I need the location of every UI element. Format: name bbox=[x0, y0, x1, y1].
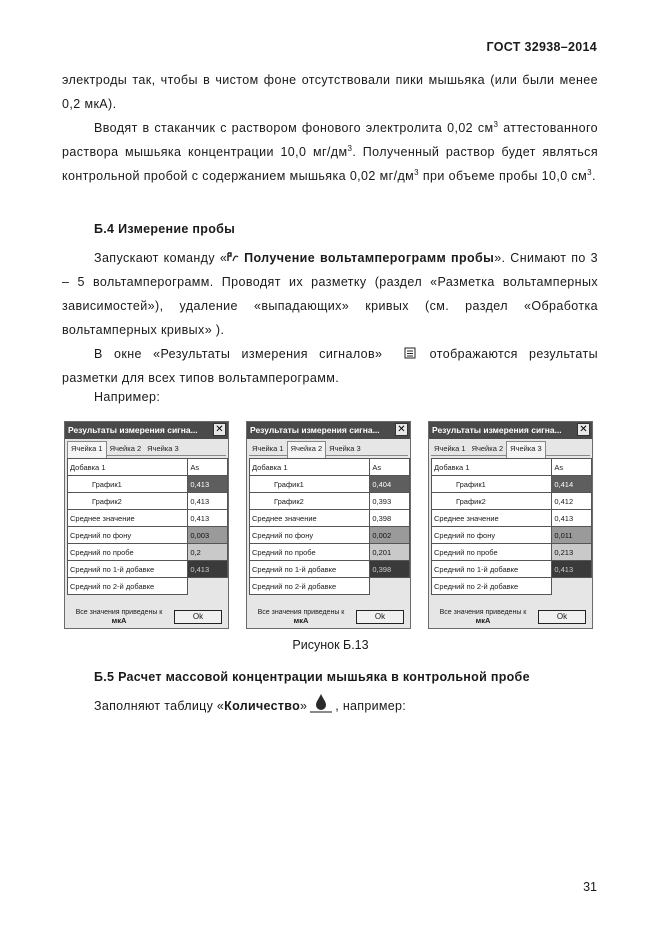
table-header-element: As bbox=[370, 459, 410, 476]
table-row bbox=[432, 561, 592, 578]
results-window-2 bbox=[246, 421, 411, 629]
units-note: Все значения приведены к мкА bbox=[257, 609, 345, 625]
row-label: График1 bbox=[68, 476, 188, 493]
row-label: Средний по 2-й добавке bbox=[68, 578, 188, 595]
paragraph-fill-table: Заполняют таблицу «Количество» , например: bbox=[94, 692, 406, 718]
close-icon[interactable]: ✕ bbox=[395, 423, 408, 436]
row-value[interactable]: 0,413 bbox=[552, 510, 592, 527]
results-window-icon bbox=[404, 347, 416, 359]
table-row bbox=[68, 476, 228, 493]
table-header-element: As bbox=[552, 459, 592, 476]
row-value[interactable]: 0,413 bbox=[552, 561, 592, 578]
section-heading-b5: Б.5 Расчет массовой концентрации мышьяка в контрольной пробе bbox=[94, 670, 530, 684]
row-value[interactable]: 0,2 bbox=[188, 544, 228, 561]
table-row bbox=[432, 459, 592, 476]
section-heading-b4: Б.4 Измерение пробы bbox=[94, 222, 236, 236]
results-table bbox=[67, 458, 228, 595]
row-label: Средний по пробе bbox=[432, 544, 552, 561]
tab-strip bbox=[249, 441, 408, 456]
table-row bbox=[68, 578, 228, 595]
row-value[interactable]: 0,201 bbox=[370, 544, 410, 561]
table-row bbox=[250, 493, 410, 510]
row-label: Средний по 2-й добавке bbox=[432, 578, 552, 595]
row-label: График2 bbox=[432, 493, 552, 510]
table-header-label: Добавка 1 bbox=[432, 459, 552, 476]
table-row bbox=[68, 459, 228, 476]
table-row bbox=[250, 561, 410, 578]
tab-cell-3[interactable]: Ячейка 3 bbox=[147, 444, 179, 453]
window-title: Результаты измерения сигна... ✕ bbox=[65, 422, 228, 439]
table-row bbox=[432, 578, 592, 595]
ok-button[interactable]: Ok bbox=[356, 610, 404, 624]
paragraph-results-window: В окне «Результаты измерения сигналов» отображаются результаты разметки для всех типов вольтамперограмм. bbox=[62, 347, 599, 385]
window-title: Результаты измерения сигна... ✕ bbox=[247, 422, 410, 439]
row-value[interactable]: 0,398 bbox=[370, 510, 410, 527]
close-icon[interactable]: ✕ bbox=[213, 423, 226, 436]
table-row bbox=[68, 527, 228, 544]
row-value[interactable]: 0,011 bbox=[552, 527, 592, 544]
table-row bbox=[432, 493, 592, 510]
row-value[interactable] bbox=[370, 578, 410, 595]
table-row bbox=[432, 476, 592, 493]
row-label: Средний по пробе bbox=[250, 544, 370, 561]
row-label: График1 bbox=[432, 476, 552, 493]
tab-cell-1[interactable]: Ячейка 1 bbox=[252, 444, 284, 453]
tab-cell-2[interactable]: Ячейка 2 bbox=[287, 441, 327, 458]
table-header-label: Добавка 1 bbox=[68, 459, 188, 476]
tab-cell-1[interactable]: Ячейка 1 bbox=[67, 441, 107, 458]
units-note: Все значения приведены к мкА bbox=[439, 609, 527, 625]
row-label: Средний по 1-й добавке bbox=[68, 561, 188, 578]
table-row bbox=[68, 544, 228, 561]
row-label: Средний по 1-й добавке bbox=[432, 561, 552, 578]
tab-strip bbox=[431, 441, 590, 456]
tab-strip bbox=[67, 441, 226, 456]
row-value[interactable]: 0,398 bbox=[370, 561, 410, 578]
row-label: Средний по фону bbox=[68, 527, 188, 544]
row-label: График2 bbox=[68, 493, 188, 510]
table-row bbox=[250, 578, 410, 595]
figure-caption: Рисунок Б.13 bbox=[292, 638, 369, 652]
table-header-element: As bbox=[188, 459, 228, 476]
row-value[interactable]: 0,413 bbox=[188, 561, 228, 578]
row-value[interactable]: 0,404 bbox=[370, 476, 410, 493]
row-label: Средний по фону bbox=[250, 527, 370, 544]
table-row bbox=[432, 510, 592, 527]
window-title: Результаты измерения сигна... ✕ bbox=[429, 422, 592, 439]
table-row bbox=[432, 527, 592, 544]
table-row bbox=[250, 544, 410, 561]
table-row bbox=[250, 459, 410, 476]
row-label: Среднее значение bbox=[250, 510, 370, 527]
row-value[interactable]: 0,413 bbox=[188, 510, 228, 527]
table-row bbox=[68, 561, 228, 578]
row-label: Средний по фону bbox=[432, 527, 552, 544]
tab-cell-3[interactable]: Ячейка 3 bbox=[329, 444, 361, 453]
row-value[interactable] bbox=[188, 578, 228, 595]
table-row bbox=[250, 476, 410, 493]
units-note: Все значения приведены к мкА bbox=[75, 609, 163, 625]
document-header: ГОСТ 32938–2014 bbox=[486, 40, 597, 54]
row-label: Средний по пробе bbox=[68, 544, 188, 561]
results-table bbox=[431, 458, 592, 595]
paragraph-example: Например: bbox=[94, 390, 161, 404]
tab-cell-2[interactable]: Ячейка 2 bbox=[471, 444, 504, 453]
tab-cell-3[interactable]: Ячейка 3 bbox=[506, 441, 546, 458]
table-row bbox=[432, 544, 592, 561]
tab-cell-1[interactable]: Ячейка 1 bbox=[434, 444, 466, 453]
table-row bbox=[68, 510, 228, 527]
close-icon[interactable]: ✕ bbox=[577, 423, 590, 436]
results-window-3 bbox=[428, 421, 593, 629]
table-header-label: Добавка 1 bbox=[250, 459, 370, 476]
row-value[interactable]: 0,414 bbox=[552, 476, 592, 493]
ok-button[interactable]: Ok bbox=[174, 610, 222, 624]
row-value[interactable]: 0,412 bbox=[552, 493, 592, 510]
row-value[interactable]: 0,413 bbox=[188, 476, 228, 493]
table-row bbox=[68, 493, 228, 510]
row-label: График1 bbox=[250, 476, 370, 493]
tab-cell-2[interactable]: Ячейка 2 bbox=[109, 444, 142, 453]
voltammogram-command-icon bbox=[227, 251, 239, 263]
table-row bbox=[250, 527, 410, 544]
row-value[interactable] bbox=[552, 578, 592, 595]
row-label: График2 bbox=[250, 493, 370, 510]
ok-button[interactable]: Ok bbox=[538, 610, 586, 624]
row-label: Средний по 1-й добавке bbox=[250, 561, 370, 578]
row-label: Среднее значение bbox=[432, 510, 552, 527]
row-value[interactable]: 0,002 bbox=[370, 527, 410, 544]
row-value[interactable]: 0,393 bbox=[370, 493, 410, 510]
results-table bbox=[249, 458, 410, 595]
row-label: Средний по 2-й добавке bbox=[250, 578, 370, 595]
paragraph-run-command: Запускают команду « Получение вольтамперограмм пробы». Снимают по 3 – 5 вольтамперограмм. Проводят их разметку (раздел «Разметка вольтамперных зависимостей»), удаление «выпадающих» кривых (см. раздел «Обработка вольтамперных кривых» ). bbox=[62, 251, 599, 337]
page-number: 31 bbox=[583, 880, 597, 894]
row-value[interactable]: 0,213 bbox=[552, 544, 592, 561]
paragraph-electrodes: электроды так, чтобы в чистом фоне отсутствовали пики мышьяка (или были менее 0,2 мкА). bbox=[62, 73, 598, 111]
results-window-1 bbox=[64, 421, 229, 629]
row-label: Среднее значение bbox=[68, 510, 188, 527]
table-row bbox=[250, 510, 410, 527]
paragraph-control-sample: Вводят в стаканчик с раствором фонового электролита 0,02 $см^3$ аттестованного раствора мышьяка концентрации 10,0 $мг/дм^3$. Полученный раствор будет являться контрольной пробой с содержанием мышьяка 0,02 $мг/дм^3$ при объеме пробы 10,0 $см^3$. bbox=[62, 120, 598, 183]
quantity-table-icon bbox=[309, 692, 333, 714]
row-value[interactable]: 0,003 bbox=[188, 527, 228, 544]
row-value[interactable]: 0,413 bbox=[188, 493, 228, 510]
